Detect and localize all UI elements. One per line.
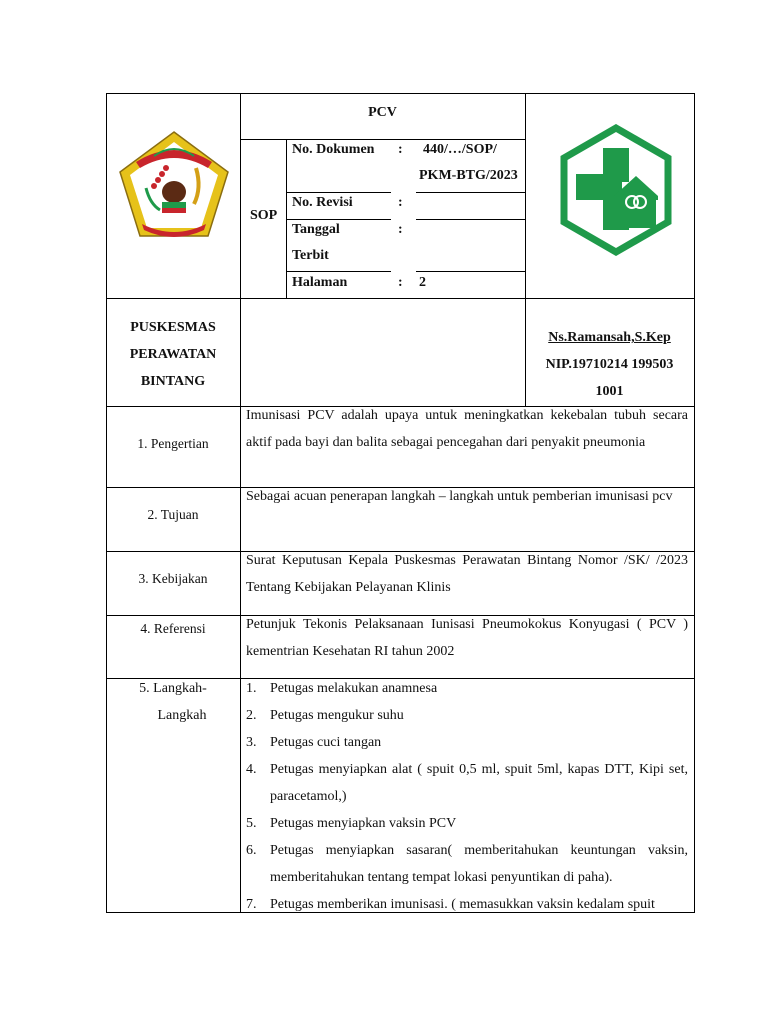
list-item-text: Petugas mengukur suhu (270, 708, 404, 723)
regency-emblem (116, 128, 232, 246)
list-item-text: Petugas menyiapkan alat ( spuit 0,5 ml, spuit 5ml, kapas DTT, Kipi set, paracetamol,) (270, 762, 688, 804)
field-label-terbit: Terbit (292, 248, 329, 263)
list-item-text: Petugas melakukan anamnesa (270, 681, 438, 696)
list-item-text: Petugas menyiapkan sasaran( memberitahukan keuntungan vaksin, memberitahukan tentang tempat lokasi penyuntikan di paha). (270, 843, 688, 885)
section-text-tujuan: Sebagai acuan penerapan langkah – langkah untuk pemberian imunisasi pcv (246, 489, 673, 504)
list-item (246, 756, 688, 810)
section-label-referensi: 4. Referensi (140, 621, 206, 636)
regency-emblem-icon (116, 128, 232, 246)
section-label-line: 5. Langkah- (139, 681, 207, 696)
list-item-number: 6. (246, 843, 257, 858)
list-item-number: 3. (246, 735, 257, 750)
list-item-text: Petugas cuci tangan (270, 735, 382, 750)
institution-line: PERAWATAN (129, 347, 217, 362)
signatory-nip: NIP.19710214 199503 (545, 357, 674, 372)
field-colon: : (398, 195, 403, 210)
section-text-pengertian: Imunisasi PCV adalah upaya untuk meningkatkan kekebalan tubuh secara aktif pada bayi dan balita sebagai pencegahan dari penyakit pneumonia (246, 408, 688, 450)
list-item-number: 2. (246, 708, 257, 723)
list-item-number: 5. (246, 816, 257, 831)
institution-line: PUSKESMAS (130, 320, 216, 335)
field-label-no-revisi: No. Revisi (292, 195, 353, 210)
section-label-pengertian: 1. Pengertian (137, 436, 209, 451)
field-label-halaman: Halaman (292, 275, 348, 290)
field-colon: : (398, 275, 403, 290)
list-item-number: 1. (246, 681, 257, 696)
list-item (246, 810, 688, 837)
list-item (246, 675, 688, 702)
section-text-kebijakan: Surat Keputusan Kepala Puskesmas Perawatan Bintang Nomor /SK/ /2023 Tentang Kebijakan Pelayanan Klinis (246, 553, 688, 595)
list-item-number: 4. (246, 762, 257, 777)
steps-list (246, 675, 688, 918)
field-colon: : (398, 142, 403, 157)
puskesmas-logo (556, 124, 676, 256)
section-label-tujuan: 2. Tujuan (147, 507, 199, 522)
signatory-block (525, 324, 694, 405)
sop-label: SOP (250, 208, 278, 223)
list-item (246, 702, 688, 729)
list-item (246, 891, 688, 918)
section-text-referensi: Petunjuk Tekonis Pelaksanaan Iunisasi Pneumokokus Konyugasi ( PCV ) kementrian Kesehatan RI tahun 2002 (246, 617, 688, 659)
section-label-langkah (106, 675, 240, 729)
signatory-nip: 1001 (595, 384, 624, 399)
document-title: PCV (368, 105, 397, 120)
field-value-halaman: 2 (419, 275, 426, 290)
section-label-kebijakan: 3. Kebijakan (138, 571, 208, 586)
institution-name (106, 314, 240, 395)
list-item-number: 7. (246, 897, 257, 912)
field-value-no-dokumen-2: PKM-BTG/2023 (419, 168, 518, 183)
list-item-text: Petugas memberikan imunisasi. ( memasukkan vaksin kedalam spuit (270, 897, 655, 912)
field-colon: : (398, 222, 403, 237)
puskesmas-logo-icon (556, 124, 676, 256)
list-item-text: Petugas menyiapkan vaksin PCV (270, 816, 457, 831)
institution-line: BINTANG (140, 374, 206, 389)
field-label-no-dokumen: No. Dokumen (292, 142, 375, 157)
field-label-tanggal: Tanggal (292, 222, 340, 237)
section-label-line: Langkah (157, 708, 207, 723)
signatory-name: Ns.Ramansah,S.Kep (548, 330, 671, 345)
list-item (246, 837, 688, 891)
list-item (246, 729, 688, 756)
field-value-no-dokumen: 440/…/SOP/ (423, 142, 497, 157)
